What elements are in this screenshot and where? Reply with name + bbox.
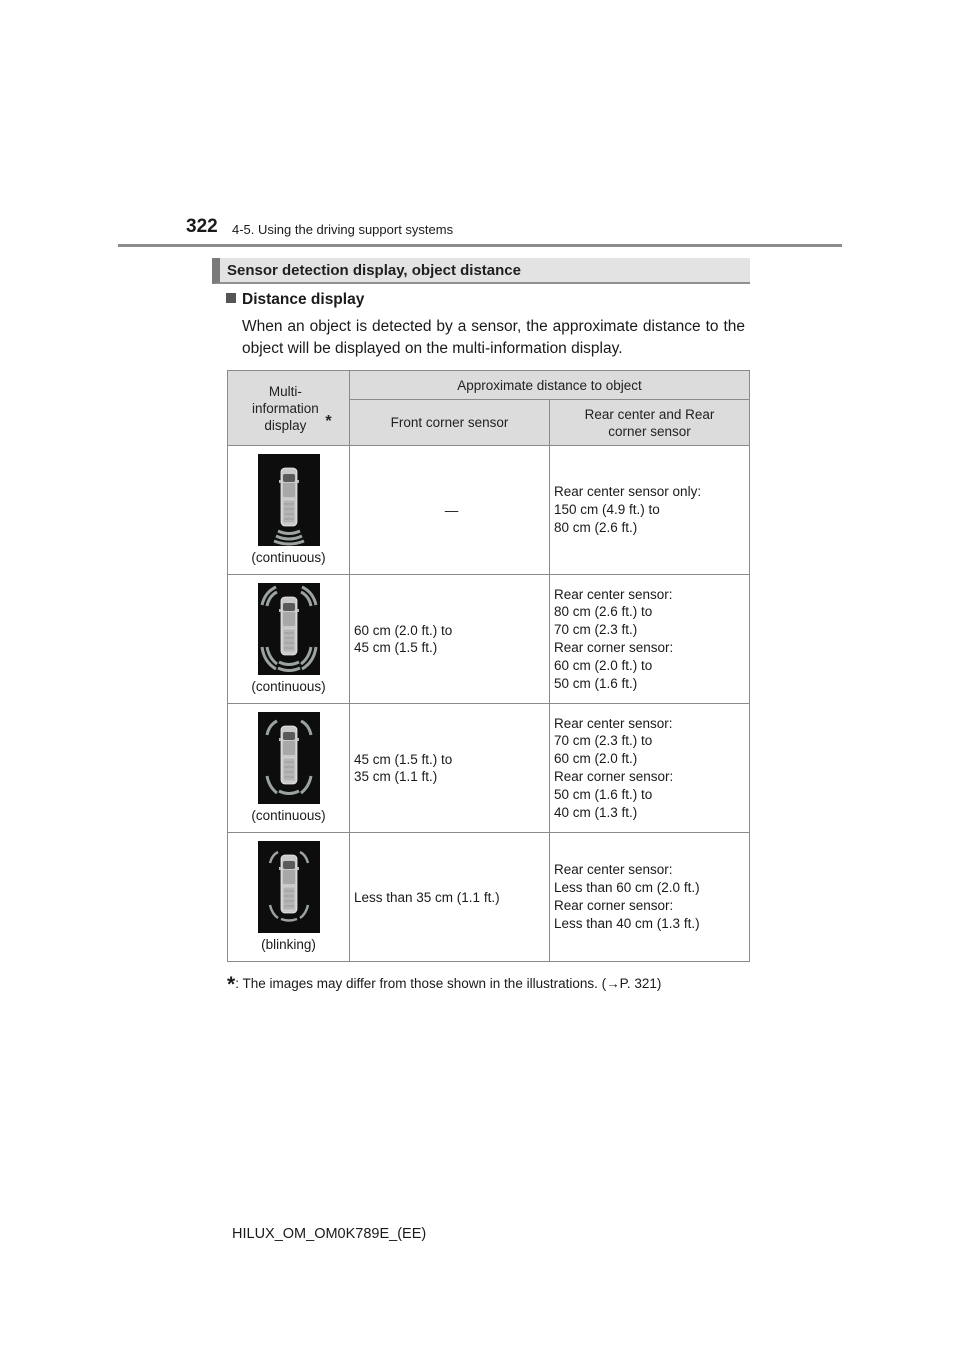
sub-heading <box>226 291 364 309</box>
front-line: 45 cm (1.5 ft.) to <box>354 752 453 767</box>
rear-line: Rear corner sensor: <box>554 640 674 655</box>
table-row <box>228 446 750 575</box>
display-caption: (continuous) <box>251 808 326 823</box>
header-display <box>228 371 350 446</box>
display-caption: (continuous) <box>251 550 326 565</box>
vehicle-bed <box>283 758 295 781</box>
front-sensor-cell <box>350 446 550 575</box>
parking-sensor-display-stage-3-icon <box>258 712 320 804</box>
vehicle-mirror <box>297 738 299 741</box>
header-approx: Approximate distance to object <box>350 371 750 400</box>
rear-line: Rear center sensor: <box>554 586 673 602</box>
footnote-star: * <box>227 973 236 996</box>
vehicle-mirror <box>279 480 281 483</box>
rear-sensor-cell <box>550 575 750 704</box>
vehicle-mirror <box>297 867 299 870</box>
rear-line: Rear corner sensor: <box>554 769 674 784</box>
rear-line: 150 cm (4.9 ft.) to <box>554 502 660 518</box>
vehicle-mirror <box>279 609 281 612</box>
header-rule <box>118 244 842 247</box>
rear-line: Rear center sensor only: <box>554 484 702 500</box>
front-line: — <box>444 502 459 518</box>
rear-line: 60 cm (2.0 ft.) to <box>554 657 653 673</box>
rear-line: 70 cm (2.3 ft.) <box>554 622 638 638</box>
sub-heading-text: Distance display <box>242 291 365 308</box>
rear-line: 80 cm (2.6 ft.) <box>554 519 638 535</box>
rear-line: 40 cm (1.3 ft.) <box>554 804 638 820</box>
square-bullet-icon <box>226 293 236 303</box>
display-caption: (blinking) <box>261 937 316 952</box>
vehicle-windshield <box>283 603 295 611</box>
front-line: 60 cm (2.0 ft.) to <box>354 623 453 638</box>
vehicle-bed <box>283 887 295 910</box>
vehicle-bed <box>283 500 295 523</box>
header-display-star: * <box>325 412 332 430</box>
rear-line: 80 cm (2.6 ft.) to <box>554 604 653 620</box>
page-number: 322 <box>186 216 218 237</box>
vehicle-mirror <box>279 867 281 870</box>
footnote <box>227 970 661 994</box>
display-cell <box>228 704 350 833</box>
front-line: 45 cm (1.5 ft.) <box>354 640 438 655</box>
table-row <box>228 833 750 962</box>
front-sensor-cell <box>350 833 550 962</box>
front-sensor-cell <box>350 575 550 704</box>
vehicle-windshield <box>283 861 295 869</box>
table-row <box>228 704 750 833</box>
vehicle-windshield <box>283 732 295 740</box>
display-cell <box>228 446 350 575</box>
rear-line: 50 cm (1.6 ft.) to <box>554 786 653 802</box>
body-paragraph: When an object is detected by a sensor, the approximate distance to the object will be displayed on the multi-information display. <box>242 318 745 357</box>
parking-sensor-display-stage-1-icon <box>258 454 320 546</box>
display-cell <box>228 575 350 704</box>
vehicle-mirror <box>297 609 299 612</box>
vehicle-cabin <box>283 612 295 626</box>
vehicle-bed <box>283 629 295 652</box>
vehicle-cabin <box>283 741 295 755</box>
header-front-sensor: Front corner sensor <box>350 400 550 446</box>
front-sensor-cell <box>350 704 550 833</box>
rear-line: 50 cm (1.6 ft.) <box>554 675 638 691</box>
section-heading: Sensor detection display, object distance <box>212 258 750 284</box>
footnote-text: : The images may differ from those shown in the illustrations. (→P. 321) <box>235 976 662 991</box>
front-line: 35 cm (1.1 ft.) <box>354 769 438 784</box>
vehicle-mirror <box>297 480 299 483</box>
distance-table <box>227 370 750 962</box>
rear-line: Rear corner sensor: <box>554 898 674 913</box>
table-row <box>228 575 750 704</box>
rear-line: Rear center sensor: <box>554 715 673 731</box>
header-display-label: Multi-information display <box>251 383 319 433</box>
rear-line: Rear center sensor: <box>554 862 673 878</box>
display-caption: (continuous) <box>251 679 326 694</box>
header-rear-sensor <box>550 400 750 446</box>
rear-sensor-cell <box>550 446 750 575</box>
vehicle-cabin <box>283 483 295 497</box>
chapter-title: 4-5. Using the driving support systems <box>232 222 454 237</box>
rear-line: Less than 40 cm (1.3 ft.) <box>554 915 700 931</box>
front-line: Less than 35 cm (1.1 ft.) <box>354 889 500 905</box>
rear-line: Less than 60 cm (2.0 ft.) <box>554 880 700 896</box>
rear-line: 60 cm (2.0 ft.) <box>554 751 638 767</box>
document-id: HILUX_OM_OM0K789E_(EE) <box>232 1226 427 1242</box>
vehicle-cabin <box>283 870 295 884</box>
parking-sensor-display-stage-2-icon <box>258 583 320 675</box>
rear-sensor-cell <box>550 704 750 833</box>
vehicle-mirror <box>279 738 281 741</box>
parking-sensor-display-stage-4-icon <box>258 841 320 933</box>
rear-sensor-cell <box>550 833 750 962</box>
display-cell <box>228 833 350 962</box>
rear-line: 70 cm (2.3 ft.) to <box>554 733 653 749</box>
header-rear-sensor-label: Rear center and Rear corner sensor <box>584 406 715 439</box>
vehicle-windshield <box>283 474 295 482</box>
